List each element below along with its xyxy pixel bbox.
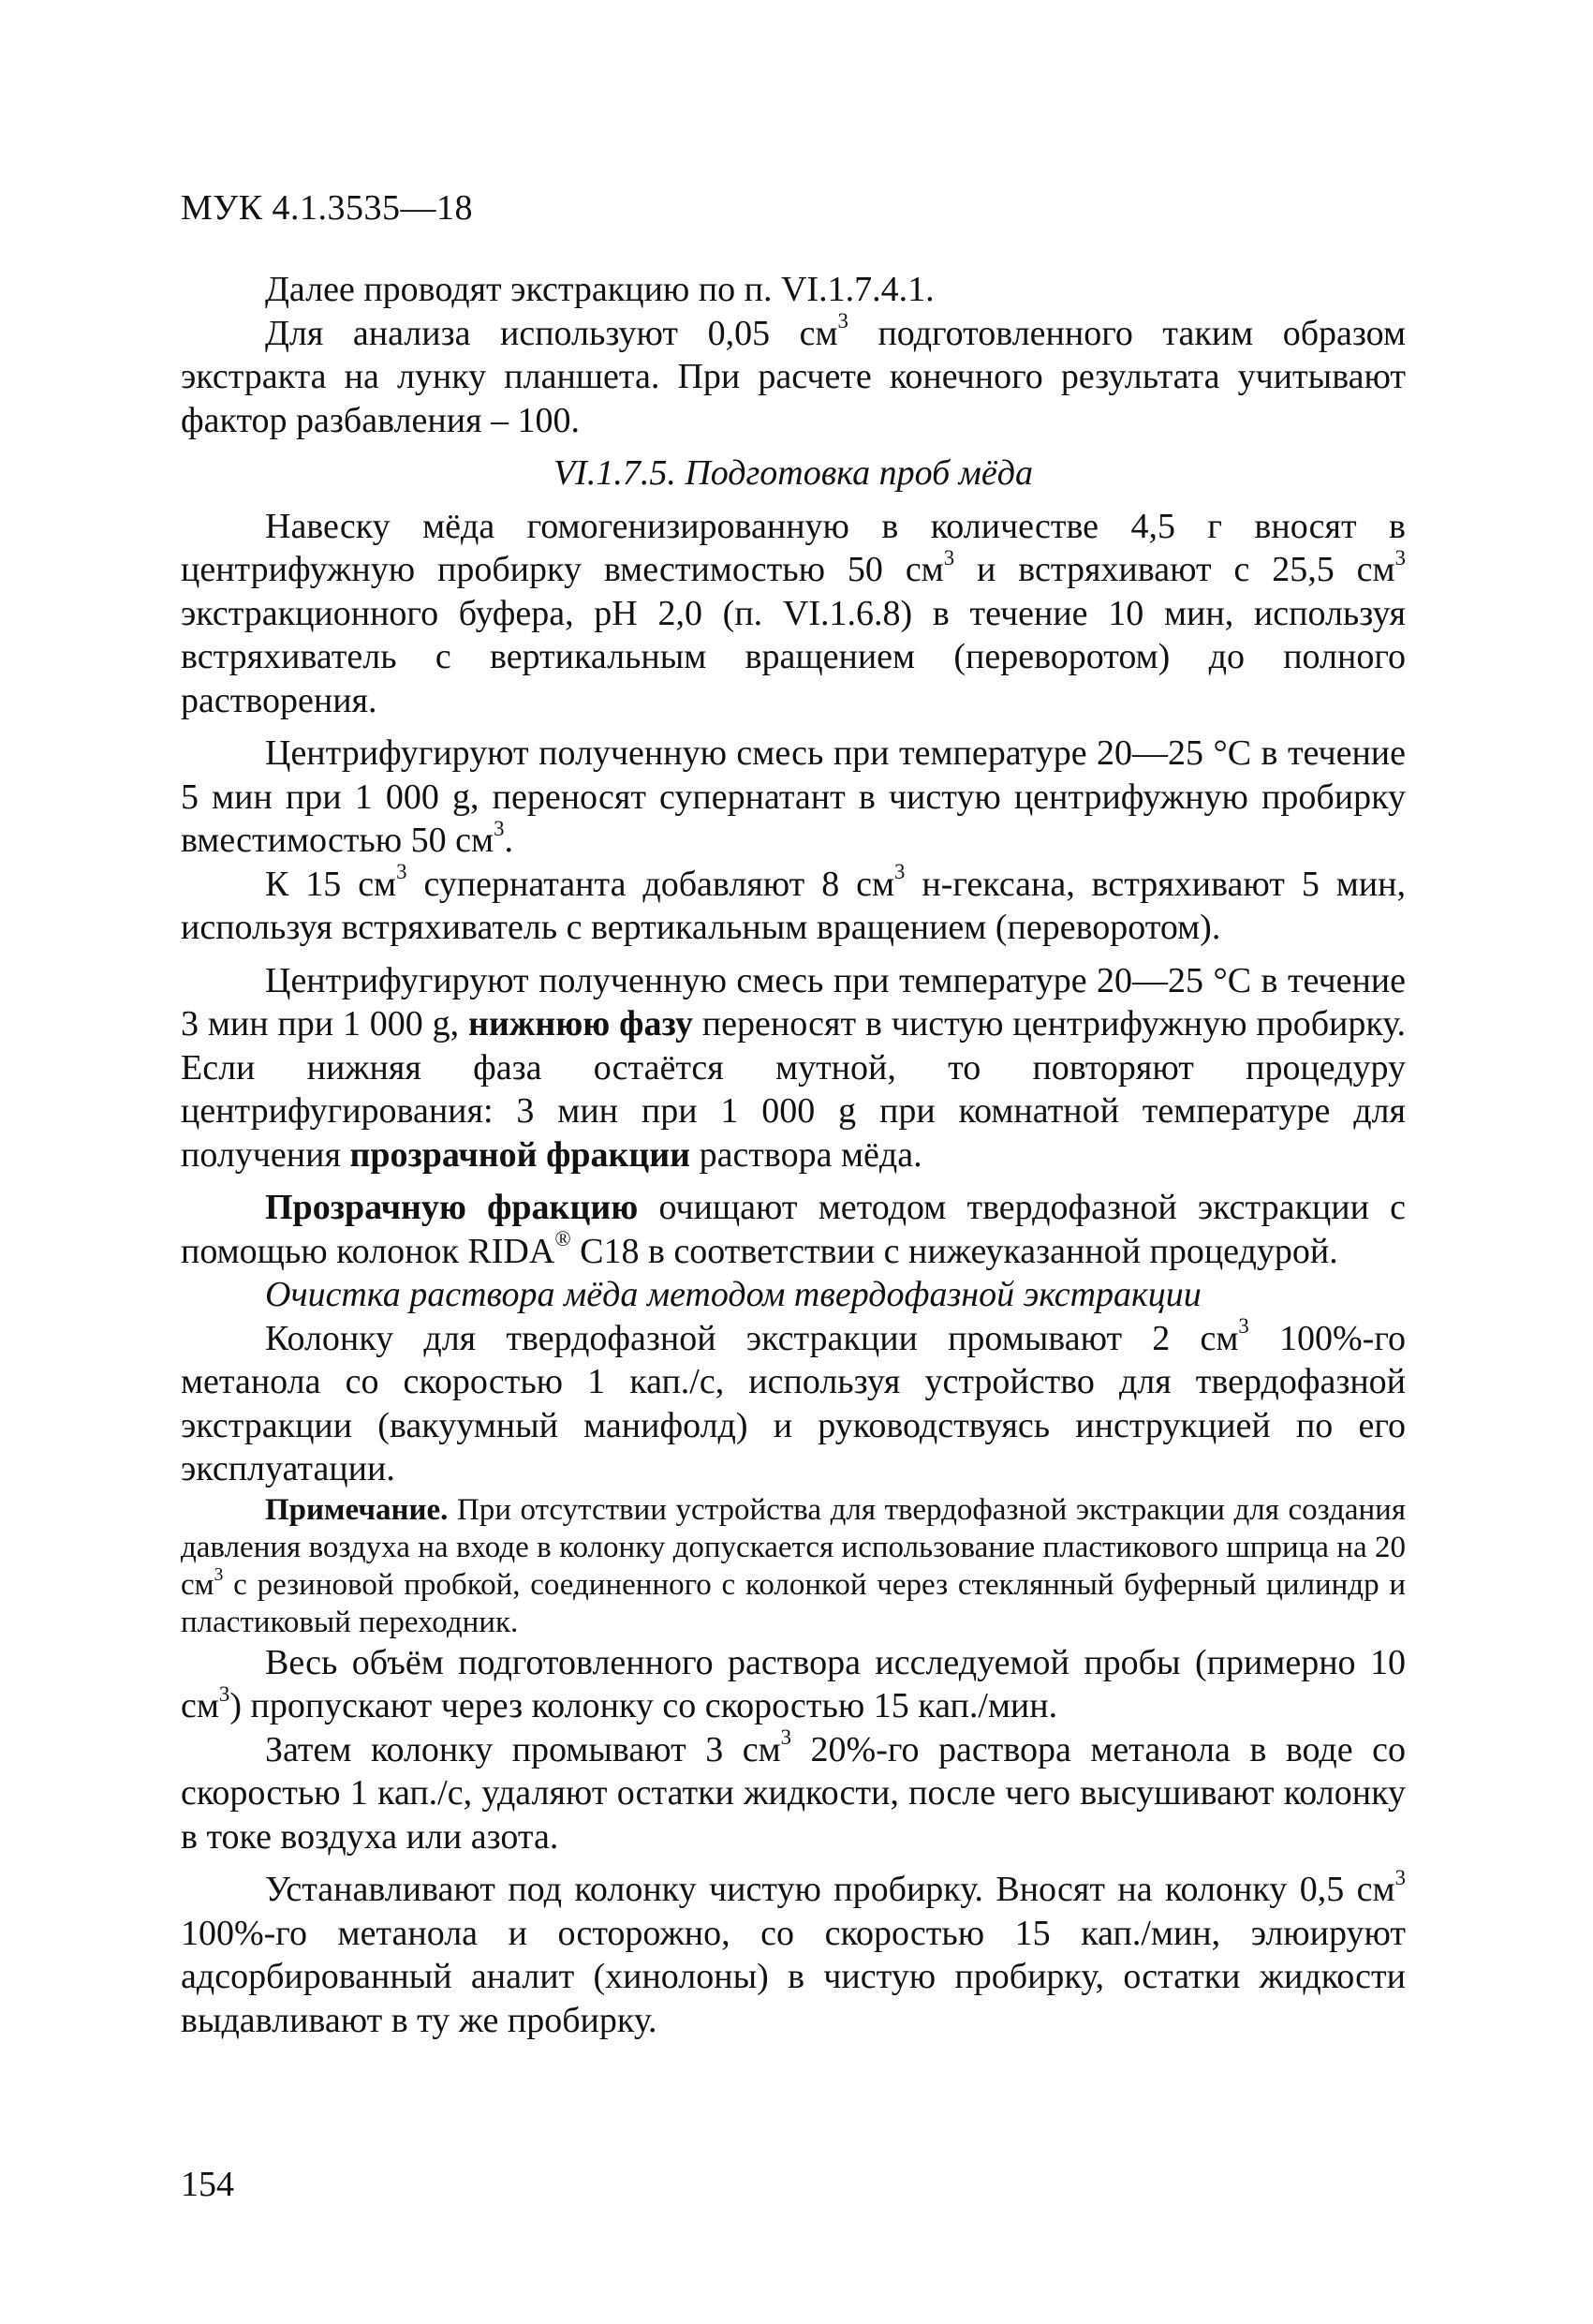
subsection-title: Очистка раствора мёда методом твердофазной экстракции bbox=[265, 1275, 1202, 1314]
paragraph-methanol-wash: Затем колонку промывают 3 $см^3$ 20%-го раствора метанола в воде со скоростью 1 кап./с, удаляют остатки жидкости, после чего высушивают колонку в токе воздуха или азота. bbox=[181, 1725, 1406, 1857]
paragraph-analysis-volume: Для анализа используют 0,05 $см^3$ подготовленного таким образом экстракта на лунку планшета. При расчете конечного результата учитывают фактор разбавления – 100. bbox=[181, 309, 1407, 440]
paragraph-honey-sample: Навеску мёда гомогенизированную в количестве 4,5 г вносят в центрифужную пробирку вместимостью 50 $см^3$ и встряхивают с 25,5 $см^3$ экстракционного буфера, pH 2,0 (п. VI.1.6.8) в течение 10 мин, используя встряхиватель с вертикальным вращением (переворотом) до полного растворения. bbox=[181, 506, 1406, 720]
paragraph-centrifuge-2: Центрифугируют полученную смесь при температуре 20—25 °С в течение 3 мин при 1 000 g, нижнюю фазу переносят в чистую центрифужную пробирку. Если нижняя фаза остаётся мутной, то повторяют процедуру центрифугирования: 3 мин при 1 000 g при комнатной температуре для получения прозрачной фракции раствора мёда. bbox=[181, 960, 1407, 1175]
section-title: VI.1.7.5. Подготовка проб мёда bbox=[553, 453, 1034, 493]
page-number: 154 bbox=[181, 2165, 234, 2204]
paragraph-sample-pass: Весь объём подготовленного раствора исследуемой пробы (примерно 10 $см^3$) пропускают через колонку со скоростью 15 кап./мин. bbox=[181, 1642, 1406, 1725]
paragraph-extraction-ref: Далее проводят экстракцию по п. VI.1.7.4.1. bbox=[265, 270, 935, 309]
paragraph-clear-fraction: Прозрачную фракцию очищают методом твердофазной экстракции с помощью колонок RIDA® C18 в соответствии с нижеуказанной процедурой. bbox=[181, 1188, 1406, 1271]
document-body bbox=[181, 268, 1406, 2042]
paragraph-hexane: К 15 $см^3$ супернатанта добавляют 8 $см^3$ н-гексана, встряхивают 5 мин, используя встряхиватель с вертикальным вращением (переворотом). bbox=[181, 860, 1406, 947]
document-code: МУК 4.1.3535—18 bbox=[181, 188, 474, 228]
note-paragraph: Примечание. При отсутствии устройства для твердофазной экстракции для создания давления воздуха на входе в колонку допускается использование пластикового шприца на 20 $см^3$ с резиновой пробкой, соединенного с колонкой через стеклянный буферный цилиндр и пластиковый переходник. bbox=[181, 1492, 1406, 1639]
paragraph-centrifuge-1: Центрифугируют полученную смесь при температуре 20—25 °С в течение 5 мин при 1 000 g, переносят супернатант в чистую центрифужную пробирку вместимостью 50 $см^3$. bbox=[181, 733, 1406, 860]
paragraph-elution: Устанавливают под колонку чистую пробирку. Вносят на колонку 0,5 $см^3$ 100%-го метанола и осторожно, со скоростью 15 кап./мин, элюируют адсорбированный аналит (хинолоны) в чистую пробирку, остатки жидкости выдавливают в ту же пробирку. bbox=[181, 1865, 1406, 2040]
paragraph-column-wash: Колонку для твердофазной экстракции промывают 2 $см^3$ 100%-го метанола со скоростью 1 кап./с, используя устройство для твердофазной экстракции (вакуумный манифолд) и руководствуясь инструкцией по его эксплуатации. bbox=[181, 1314, 1406, 1488]
